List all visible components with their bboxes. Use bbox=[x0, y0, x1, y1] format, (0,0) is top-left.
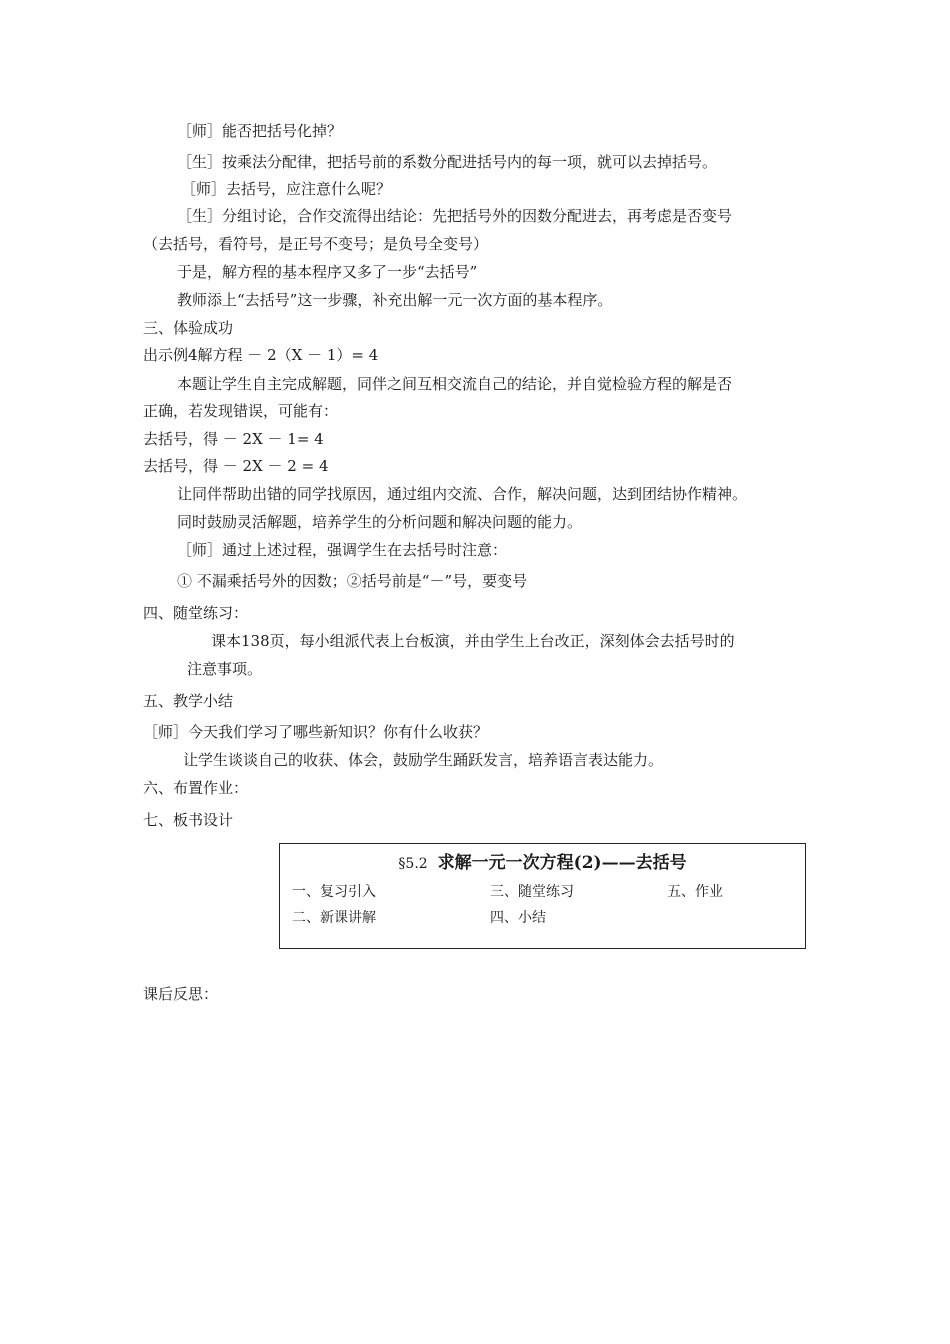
section-heading: 四、随堂练习： bbox=[143, 604, 249, 622]
board-item: 五、作业 bbox=[667, 884, 723, 900]
board-title bbox=[280, 852, 805, 875]
text-line: 让学生谈谈自己的收获、体会，鼓励学生踊跃发言，培养语言表达能力。 bbox=[183, 751, 664, 769]
text-line: ［师］能否把括号化掉？ bbox=[177, 122, 343, 140]
text-line: 教师添上“去括号”这一步骤，补充出解一元一次方面的基本程序。 bbox=[177, 291, 613, 309]
section-heading: 五、教学小结 bbox=[143, 692, 234, 710]
text-line: ① 不漏乘括号外的因数；②括号前是“－”号，要变号 bbox=[177, 572, 528, 590]
board-design-box bbox=[279, 843, 806, 949]
text-line: 本题让学生自主完成解题，同伴之间互相交流自己的结论，并自觉检验方程的解是否 bbox=[177, 375, 733, 393]
text-line: 正确，若发现错误，可能有： bbox=[143, 402, 339, 420]
text-line: 课本138页，每小组派代表上台板演，并由学生上台改正，深刻体会去括号时的 bbox=[211, 632, 735, 650]
text-line: ［生］按乘法分配律，把括号前的系数分配进括号内的每一项，就可以去掉括号。 bbox=[177, 153, 718, 171]
board-item: 一、复习引入 bbox=[292, 884, 376, 900]
board-section-number: §5.2 bbox=[398, 856, 428, 872]
text-line: ［师］今天我们学习了哪些新知识？你有什么收获？ bbox=[143, 723, 489, 741]
text-line: 去括号，得 － 2X － 1= 4 bbox=[143, 430, 324, 448]
section-heading: 六、布置作业： bbox=[143, 779, 249, 797]
section-heading: 课后反思： bbox=[143, 985, 219, 1003]
text-line: ［师］去括号，应注意什么呢？ bbox=[181, 180, 392, 198]
board-item: 四、小结 bbox=[490, 910, 546, 926]
board-title-text: 求解一元一次方程(2)——去括号 bbox=[437, 853, 687, 873]
text-line: （去括号，看符号，是正号不变号；是负号全变号） bbox=[143, 235, 489, 253]
board-item: 三、随堂练习 bbox=[490, 884, 574, 900]
section-heading: 三、体验成功 bbox=[143, 319, 234, 337]
section-heading: 七、板书设计 bbox=[143, 811, 234, 829]
text-line: 让同伴帮助出错的同学找原因，通过组内交流、合作，解决问题，达到团结协作精神。 bbox=[177, 485, 748, 503]
text-line: 出示例4解方程 － 2（X － 1）= 4 bbox=[143, 346, 379, 364]
text-line: ［师］通过上述过程，强调学生在去括号时注意： bbox=[177, 541, 508, 559]
text-line: 于是，解方程的基本程序又多了一步“去括号” bbox=[177, 263, 478, 281]
text-line: 同时鼓励灵活解题，培养学生的分析问题和解决问题的能力。 bbox=[177, 513, 583, 531]
text-line: 去括号，得 － 2X － 2 = 4 bbox=[143, 457, 329, 475]
board-item: 二、新课讲解 bbox=[292, 910, 376, 926]
text-line: 注意事项。 bbox=[187, 660, 263, 678]
text-line: ［生］分组讨论，合作交流得出结论：先把括号外的因数分配进去，再考虑是否变号 bbox=[177, 207, 733, 225]
